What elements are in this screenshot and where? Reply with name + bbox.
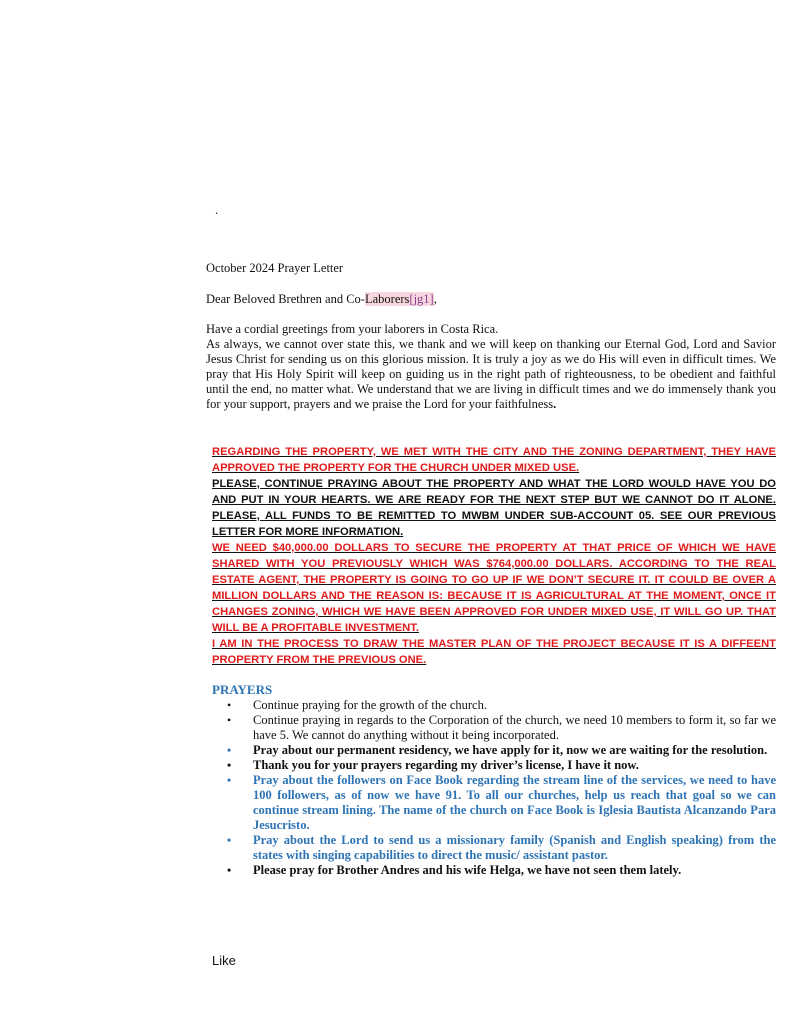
salutation bbox=[206, 292, 437, 307]
like-text: Like bbox=[212, 953, 236, 968]
prayers-list bbox=[224, 698, 776, 878]
prayer-item-text: Pray about our permanent residency, we have apply for it, now we are waiting for the resolution. bbox=[253, 743, 768, 757]
prayer-item-5 bbox=[224, 773, 776, 833]
salutation-prefix: Dear Beloved Brethren and Co- bbox=[206, 292, 365, 306]
bullet-icon: • bbox=[227, 698, 232, 712]
property-paragraph-1: REGARDING THE PROPERTY, WE MET WITH THE CITY AND THE ZONING DEPARTMENT, THEY HAVE APPROVED THE PROPERTY FOR THE CHURCH UNDER MIXED USE. bbox=[212, 446, 776, 474]
bullet-icon: • bbox=[227, 743, 232, 757]
bullet-icon: • bbox=[227, 758, 232, 772]
prayer-item-text: Please pray for Brother Andres and his wife Helga, we have not seen them lately. bbox=[253, 863, 682, 877]
prayer-item-2 bbox=[224, 713, 776, 743]
prayer-item-text: Thank you for your prayers regarding my driver’s license, I have it now. bbox=[253, 758, 639, 772]
prayer-item-6 bbox=[224, 833, 776, 863]
intro-section bbox=[206, 322, 776, 412]
intro-greeting: Have a cordial greetings from your laborers in Costa Rica. bbox=[206, 322, 499, 336]
salutation-suffix: , bbox=[433, 292, 437, 306]
highlighted-word[interactable]: Laborers bbox=[364, 292, 410, 306]
bullet-icon: • bbox=[227, 713, 232, 727]
bullet-icon: • bbox=[227, 833, 232, 847]
property-section bbox=[212, 444, 776, 668]
prayer-item-text: Continue praying for the growth of the church. bbox=[253, 698, 487, 712]
prayer-item-3 bbox=[224, 743, 776, 758]
prayer-item-text: Continue praying in regards to the Corporation of the church, we need 10 members to form it, so far we have 5. We cannot do anything without it being incorporated. bbox=[253, 713, 776, 742]
bullet-icon: • bbox=[227, 863, 232, 877]
bullet-icon: • bbox=[227, 773, 232, 787]
prayer-item-4 bbox=[224, 758, 776, 773]
comment-marker[interactable]: [jg1] bbox=[409, 292, 434, 306]
prayer-item-text: Pray about the Lord to send us a missionary family (Spanish and English speaking) from the states with singing capabilities to direct the music/ assistant pastor. bbox=[253, 833, 776, 862]
intro-paragraph bbox=[206, 337, 776, 412]
intro-period: . bbox=[553, 397, 557, 411]
intro-paragraph-text: As always, we cannot over state this, we thank and we will keep on thanking our Eternal God, Lord and Savior Jesus Christ for sending us on this glorious mission. It is truly a joy as we do His will even in difficult times. We pray that His Holy Spirit will keep on guiding us in the right path of righteousness, to be obedient and faithful until the end, no matter what. We understand that we are living in difficult times and we do immensely thank you for your support, prayers and we praise the Lord for your faithfulness bbox=[206, 337, 776, 411]
prayer-item-7 bbox=[224, 863, 776, 878]
property-paragraph-2: PLEASE, CONTINUE PRAYING ABOUT THE PROPERTY AND WHAT THE LORD WOULD HAVE YOU DO AND PUT IN YOUR HEARTS. WE ARE READY FOR THE NEXT STEP BUT WE CANNOT DO IT ALONE. PLEASE, ALL FUNDS TO BE REMITTED TO MWBM UNDER SUB-ACCOUNT 05. SEE OUR PREVIOUS LETTER FOR MORE INFORMATION. bbox=[212, 478, 776, 538]
property-paragraph-3: WE NEED $40,000.00 DOLLARS TO SECURE THE PROPERTY AT THAT PRICE OF WHICH WE HAVE SHARED WITH YOU PREVIOUSLY WHICH WAS $764,000.00 DOLLARS. ACCORDING TO THE REAL ESTATE AGENT, THE PROPERTY IS GOING TO GO UP IF WE DON’T SECURE IT. IT COULD BE OVER A MILLION DOLLARS AND THE REASON IS: BECAUSE IT IS AGRICULTURAL AT THE MOMENT, ONCE IT CHANGES ZONING, WHICH WE HAVE BEEN APPROVED FOR UNDER MIXED USE, IT WILL GO UP. THAT WILL BE A PROFITABLE INVESTMENT. bbox=[212, 542, 776, 634]
property-paragraph-4: I AM IN THE PROCESS TO DRAW THE MASTER PLAN OF THE PROJECT BECAUSE IT IS A DIFFEENT PROPERTY FROM THE PREVIOUS ONE. bbox=[212, 638, 776, 666]
prayers-heading: PRAYERS bbox=[212, 682, 273, 697]
prayer-item-1 bbox=[224, 698, 776, 713]
prayer-item-text: Pray about the followers on Face Book regarding the stream line of the services, we need to have 100 followers, as of now we have 91. To all our churches, help us reach that goal so we can continue stream lining. The name of the church on Face Book is Iglesia Bautista Alcanzando Para Jesucristo. bbox=[253, 773, 776, 832]
letter-title: October 2024 Prayer Letter bbox=[206, 261, 344, 275]
stray-dot: . bbox=[215, 203, 219, 217]
